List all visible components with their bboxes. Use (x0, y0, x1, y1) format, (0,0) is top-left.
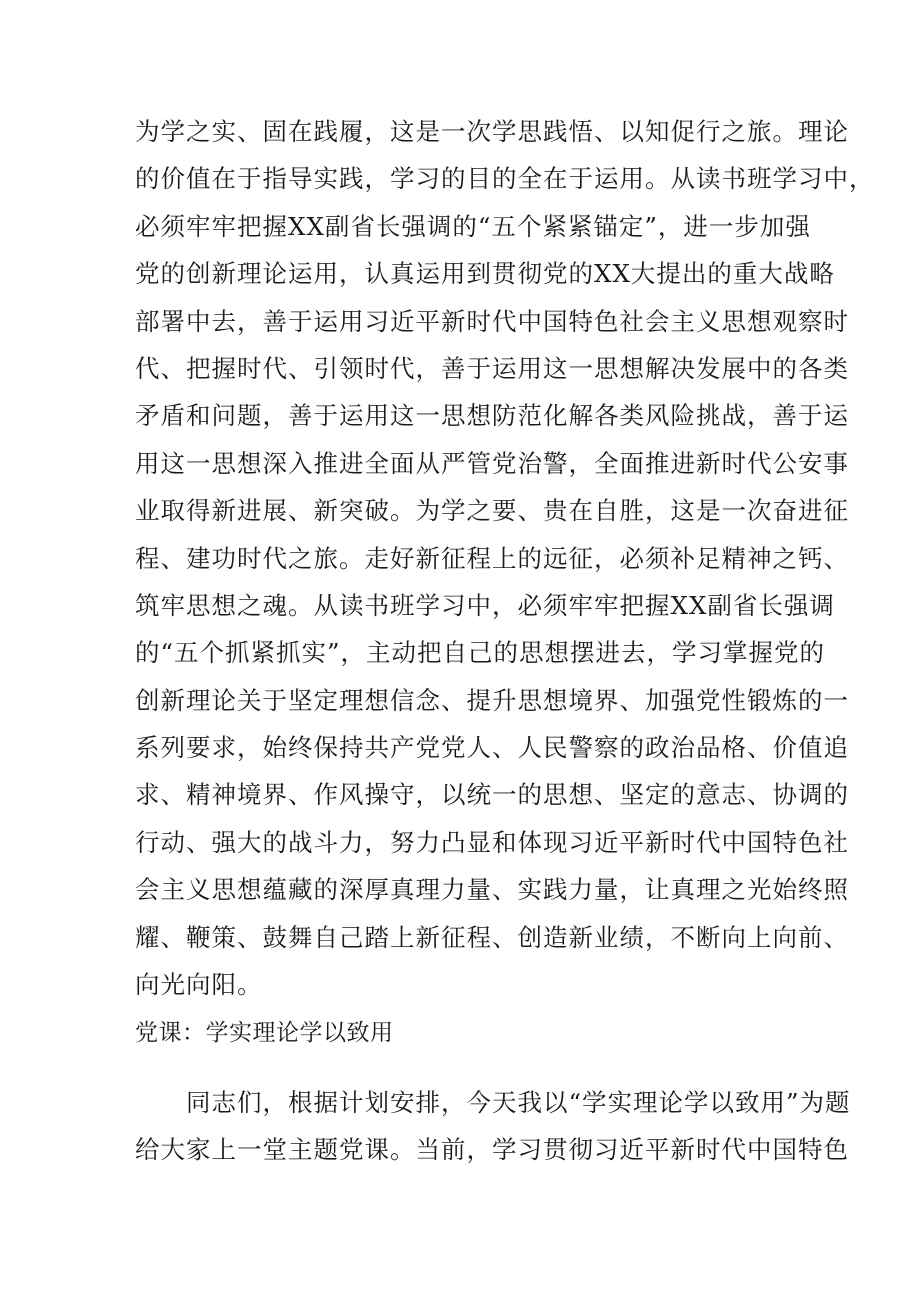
paragraph-line: 的“五个抓紧抓实”，主动把自己的思想摆进去，学习掌握党的 (135, 638, 826, 668)
paragraph-line: 业取得新进展、新突破。为学之要、贵在自胜，这是一次奋进征 (135, 496, 849, 526)
paragraph-line: 行动、强大的战斗力，努力凸显和体现习近平新时代中国特色社 (135, 827, 849, 857)
paragraph-line: 的价值在于指导实践，学习的目的全在于运用。从读书班学习中， (135, 164, 875, 194)
paragraph-line: 会主义思想蕴藏的深厚真理力量、实践力量，让真理之光始终照 (135, 875, 849, 905)
paragraph-line: 代、把握时代、引领时代，善于运用这一思想解决发展中的各类 (135, 353, 849, 383)
paragraph-line: 程、建功时代之旅。走好新征程上的远征，必须补足精神之钙、 (135, 543, 849, 573)
paragraph-line: 给大家上一堂主题党课。当前，学习贯彻习近平新时代中国特色 (135, 1135, 849, 1165)
body-paragraph-2 (135, 1079, 851, 1174)
paragraph-line: 为学之实、固在践履，这是一次学思践悟、以知促行之旅。理论 (135, 117, 849, 146)
paragraph-line: 筑牢思想之魂。从读书班学习中，必须牢牢把握XX副省长强调 (135, 590, 835, 620)
paragraph-line: 求、精神境界、作风操守，以统一的思想、坚定的意志、协调的 (135, 780, 849, 810)
paragraph-line: 向光向阳。 (135, 970, 263, 1000)
paragraph-line: 系列要求，始终保持共产党党人、人民警察的政治品格、价值追 (135, 733, 849, 763)
paragraph-line: 用这一思想深入推进全面从严管党治警，全面推进新时代公安事 (135, 448, 849, 478)
section-heading: 党课：学实理论学以致用 (135, 1020, 394, 1046)
paragraph-line: 同志们，根据计划安排，今天我以“学实理论学以致用”为题 (135, 1088, 851, 1117)
body-paragraph (135, 108, 875, 1008)
paragraph-line: 党的创新理论运用，认真运用到贯彻党的XX大提出的重大战略 (135, 259, 835, 289)
paragraph-line: 必须牢牢把握XX副省长强调的“五个紧紧锚定”，进一步加强 (135, 211, 811, 241)
paragraph-line: 部署中去，善于运用习近平新时代中国特色社会主义思想观察时 (135, 306, 849, 336)
paragraph-line: 创新理论关于坚定理想信念、提升思想境界、加强党性锻炼的一 (135, 685, 849, 715)
paragraph-line: 矛盾和问题，善于运用这一思想防范化解各类风险挑战，善于运 (135, 401, 849, 431)
paragraph-line: 耀、鞭策、鼓舞自己踏上新征程、创造新业绩，不断向上向前、 (135, 922, 849, 952)
